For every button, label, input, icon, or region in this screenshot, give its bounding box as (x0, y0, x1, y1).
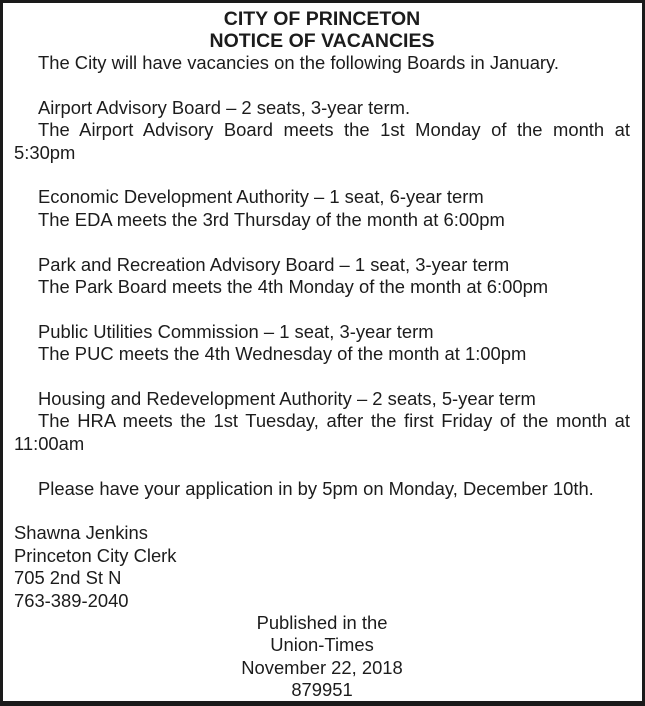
vacancy-heading: Public Utilities Commission – 1 seat, 3-year term (38, 320, 434, 342)
vacancy-schedule: The Park Board meets the 4th Monday of the month at 6:00pm (38, 276, 549, 298)
vacancy-item (14, 186, 630, 231)
publication-date: November 22, 2018 (241, 656, 403, 678)
vacancy-item (14, 254, 630, 299)
title-line-2: NOTICE OF VACANCIES (209, 30, 435, 52)
vacancy-heading: Housing and Redevelopment Authority – 2 seats, 5-year term (38, 388, 536, 410)
intro-text: The City will have vacancies on the following Boards in January. (38, 52, 559, 73)
application-deadline: Please have your application in by 5pm on Monday, December 10th. (38, 477, 594, 499)
vacancy-schedule: The Airport Advisory Board meets the 1st Monday of the month at 5:30pm (14, 119, 630, 163)
notice-title (14, 8, 630, 52)
vacancy-item (14, 321, 630, 366)
vacancy-heading: Economic Development Authority – 1 seat, 6-year term (38, 186, 484, 208)
vacancy-schedule: The EDA meets the 3rd Thursday of the month at 6:00pm (38, 208, 505, 230)
publication-info (14, 612, 630, 702)
vacancy-schedule: The PUC meets the 4th Wednesday of the month at 1:00pm (38, 343, 527, 365)
vacancy-heading: Airport Advisory Board – 2 seats, 3-year term. (38, 96, 411, 118)
signer-title: Princeton City Clerk (14, 544, 177, 566)
vacancy-item (14, 388, 630, 455)
title-line-1: CITY OF PRINCETON (223, 8, 421, 30)
publication-line-1: Published in the (256, 612, 388, 634)
vacancy-item (14, 97, 630, 164)
signer-name: Shawna Jenkins (14, 522, 148, 544)
publication-id: 879951 (291, 679, 353, 701)
vacancy-schedule: The HRA meets the 1st Tuesday, after the first Friday of the month at 11:00am (14, 410, 630, 454)
vacancy-heading: Park and Recreation Advisory Board – 1 seat, 3-year term (38, 253, 510, 275)
signer-address: 705 2nd St N (14, 567, 122, 589)
publication-line-2: Union-Times (270, 634, 374, 656)
signer-phone: 763-389-2040 (14, 589, 129, 611)
signature-block (14, 522, 630, 612)
